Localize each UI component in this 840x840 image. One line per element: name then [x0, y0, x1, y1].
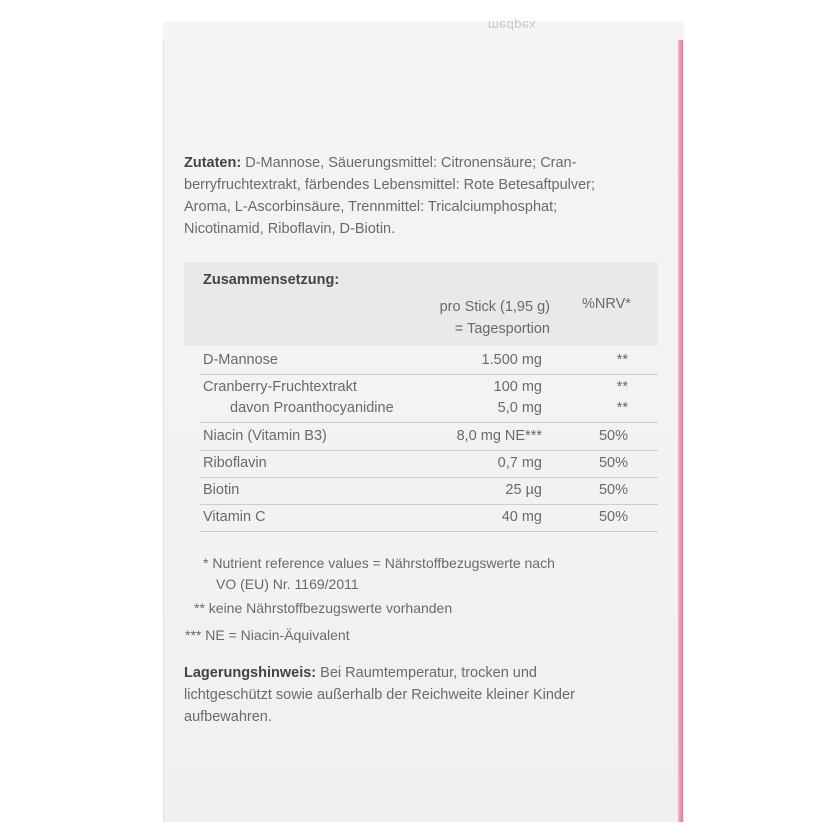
row-nrv: 50% [598, 455, 628, 471]
row-divider [200, 504, 658, 505]
column-header-nrv: %NRV* [582, 296, 631, 312]
row-divider [200, 450, 658, 451]
box-side-edge [678, 40, 683, 822]
row-nrv: ** [616, 352, 628, 368]
row-amount: 1.500 mg [481, 352, 542, 368]
row-name: Niacin (Vitamin B3) [203, 428, 327, 444]
row-divider [200, 374, 658, 375]
row-amount: 100 mg [493, 379, 542, 395]
mirrored-brand-text: medpex [488, 18, 537, 33]
ingredients-line-1: D-Mannose, Säuerungsmittel: Citronensäure; Cran- [241, 155, 577, 171]
daily-portion-label: = Tagesportion [454, 321, 550, 337]
row-name: Riboflavin [203, 455, 267, 471]
ingredients-line-3: Aroma, L-Ascorbinsäure, Trennmittel: Tricalciumphosphat; [184, 199, 558, 215]
footnote-niacin-equivalent: *** NE = Niacin-Äquivalent [185, 627, 350, 643]
ingredients-paragraph [184, 152, 644, 240]
per-stick-label: pro Stick (1,95 g) [439, 299, 550, 315]
row-nrv: 50% [598, 482, 628, 498]
row-amount: 8,0 mg NE*** [456, 428, 542, 444]
row-divider [200, 531, 658, 532]
row-amount: 5,0 mg [497, 400, 542, 416]
row-nrv: 50% [598, 428, 628, 444]
row-name: Cranberry-Fruchtextrakt [203, 379, 357, 395]
column-header-per-stick [420, 296, 550, 340]
box-top-flap [163, 22, 683, 40]
footnote-nrv-line-2: VO (EU) Nr. 1169/2011 [216, 576, 359, 592]
row-divider [200, 422, 658, 423]
storage-line-1: Bei Raumtemperatur, trocken und [316, 665, 537, 681]
row-name: Biotin [203, 482, 240, 498]
footnote-no-reference: ** keine Nährstoffbezugswerte vorhanden [194, 600, 453, 616]
table-title: Zusammensetzung: [203, 272, 340, 288]
footnote-nrv-line-1: * Nutrient reference values = Nährstoffbezugswerte nach [203, 555, 555, 571]
row-amount: 40 mg [501, 509, 542, 525]
storage-paragraph [184, 662, 644, 728]
row-amount: 0,7 mg [497, 455, 542, 471]
row-name: D-Mannose [203, 352, 278, 368]
row-nrv: ** [616, 379, 628, 395]
row-nrv: 50% [598, 509, 628, 525]
row-divider [200, 477, 658, 478]
row-name: davon Proanthocyanidine [230, 400, 394, 416]
row-nrv: ** [616, 400, 628, 416]
row-name: Vitamin C [203, 509, 266, 525]
storage-line-3: aufbewahren. [184, 709, 272, 725]
footnote-nrv [203, 553, 555, 595]
row-amount: 25 µg [505, 482, 542, 498]
ingredients-label: Zutaten: [184, 155, 242, 171]
storage-label: Lagerungshinweis: [184, 665, 317, 681]
ingredients-line-2: berryfruchtextrakt, färbendes Lebensmittel: Rote Betesaftpulver; [184, 177, 596, 193]
ingredients-line-4: Nicotinamid, Riboflavin, D-Biotin. [184, 221, 396, 237]
storage-line-2: lichtgeschützt sowie außerhalb der Reichweite kleiner Kinder [184, 687, 575, 703]
